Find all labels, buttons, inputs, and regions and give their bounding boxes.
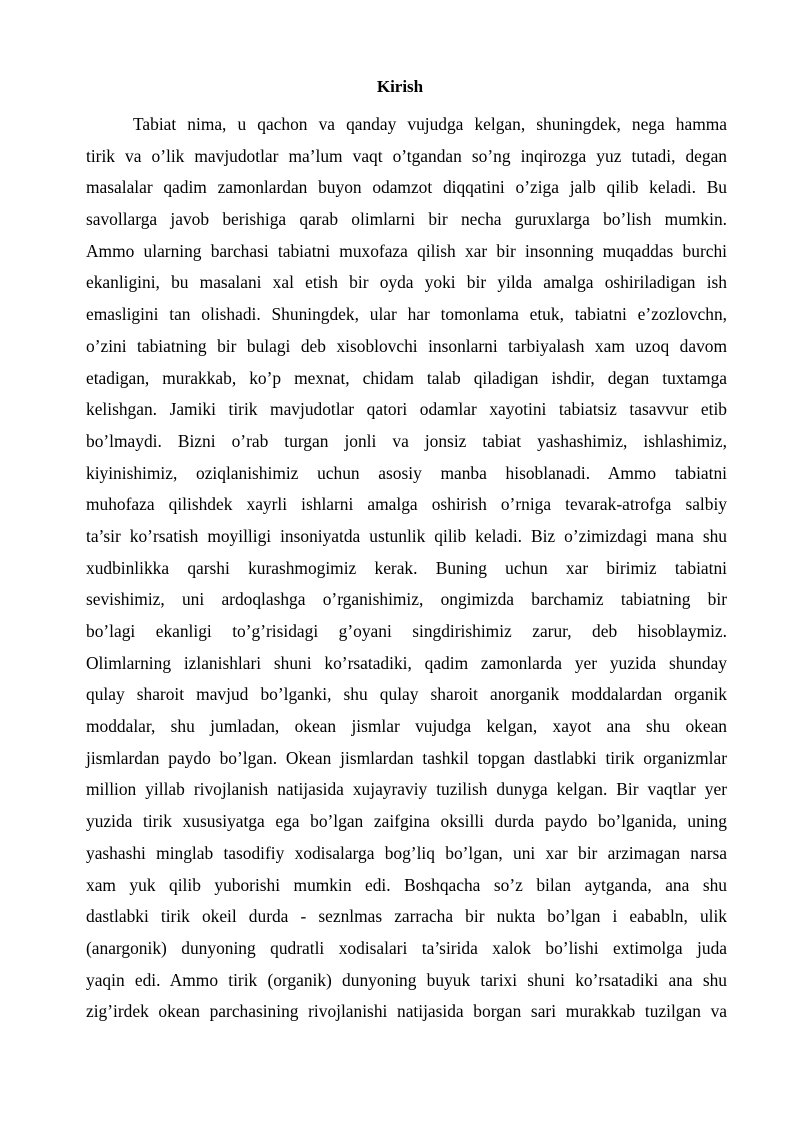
text-line: kiyinishimiz, oziqlanishimiz uchun asosiy manba hisoblanadi. Ammo tabiatni	[86, 462, 727, 483]
text-line: bo’lmaydi. Bizni o’rab turgan jonli va jonsiz tabiat yashashimiz, ishlashimiz,	[86, 430, 727, 451]
text-line: qulay sharoit mavjud bo’lganki, shu qulay sharoit anorganik moddalardan organik	[86, 684, 727, 705]
text-line: jismlardan paydo bo’lgan. Okean jismlardan tashkil topgan dastlabki tirik organizmlar	[86, 747, 727, 768]
text-line: moddalar, shu jumladan, okean jismlar vujudga kelgan, xayot ana shu okean	[86, 716, 727, 737]
text-line: dastlabki tirik okeil durda - seznlmas zarracha bir nukta bo’lgan i eababln, ulik	[86, 906, 727, 927]
text-line: Ammo ularning barchasi tabiatni muxofaza qilish xar bir insonning muqaddas burchi	[86, 240, 727, 261]
text-line: tirik va o’lik mavjudotlar ma’lum vaqt o’tgandan so’ng inqirozga yuz tutadi, degan	[86, 145, 727, 166]
text-line: (anargonik) dunyoning qudratli xodisalari ta’sirida xalok bo’lishi extimolga juda	[86, 937, 727, 958]
text-line: million yillab rivojlanish natijasida xujayraviy tuzilish dunyga kelgan. Bir vaqtlar yer	[86, 779, 727, 800]
text-line: xam yuk qilib yuborishi mumkin edi. Boshqacha so’z bilan aytganda, ana shu	[86, 874, 727, 895]
text-line: o’zini tabiatning bir bulagi deb xisoblovchi insonlarni tarbiyalash xam uzoq davom	[86, 335, 727, 356]
text-line: xudbinlikka qarshi kurashmogimiz kerak. Buning uchun xar birimiz tabiatni	[86, 557, 727, 578]
text-line: emasligini tan olishadi. Shuningdek, ular har tomonlama etuk, tabiatni e’zozlovchn,	[86, 304, 727, 325]
text-line: Olimlarning izlanishlari shuni ko’rsatadiki, qadim zamonlarda yer yuzida shunday	[86, 652, 727, 673]
text-line: yuzida tirik xususiyatga ega bo’lgan zaifgina oksilli durda paydo bo’lganida, uning	[86, 811, 727, 832]
text-line: yaqin edi. Ammo tirik (organik) dunyoning buyuk tarixi shuni ko’rsatadiki ana shu	[86, 969, 727, 990]
text-line: yashashi minglab tasodifiy xodisalarga bog’liq bo’lgan, uni xar bir arzimagan narsa	[86, 842, 727, 863]
text-line: ekanligini, bu masalani xal etish bir oyda yoki bir yilda amalga oshiriladigan ish	[86, 272, 727, 293]
text-line: etadigan, murakkab, ko’p mexnat, chidam talab qiladigan ishdir, degan tuxtamga	[86, 367, 727, 388]
text-line: kelishgan. Jamiki tirik mavjudotlar qatori odamlar xayotini tabiatsiz tasavvur etib	[86, 399, 727, 420]
text-line: ta’sir ko’rsatish moyilligi insoniyatda ustunlik qilib keladi. Biz o’zimizdagi mana shu	[86, 525, 727, 546]
text-line: bo’lagi ekanligi to’g’risidagi g’oyani singdirishimiz zarur, deb hisoblaymiz.	[86, 621, 727, 641]
body-paragraph	[86, 109, 727, 1028]
text-line: zig’irdek okean parchasining rivojlanishi natijasida borgan sari murakkab tuzilgan va	[86, 1001, 727, 1022]
text-line: muhofaza qilishdek xayrli ishlarni amalga oshirish o’rniga tevarak-atrofga salbiy	[86, 494, 727, 515]
text-line: sevishimiz, uni ardoqlashga o’rganishimiz, ongimizda barchamiz tabiatning bir	[86, 589, 727, 610]
page-title: Kirish	[376, 77, 424, 96]
text-line: masalalar qadim zamonlardan buyon odamzot diqqatini o’ziga jalb qilib keladi. Bu	[86, 177, 727, 198]
text-line: savollarga javob berishiga qarab olimlarni bir necha guruxlarga bo’lish mumkin.	[86, 209, 727, 230]
text-line: Tabiat nima, u qachon va qanday vujudga kelgan, shuningdek, nega hamma	[133, 114, 727, 134]
